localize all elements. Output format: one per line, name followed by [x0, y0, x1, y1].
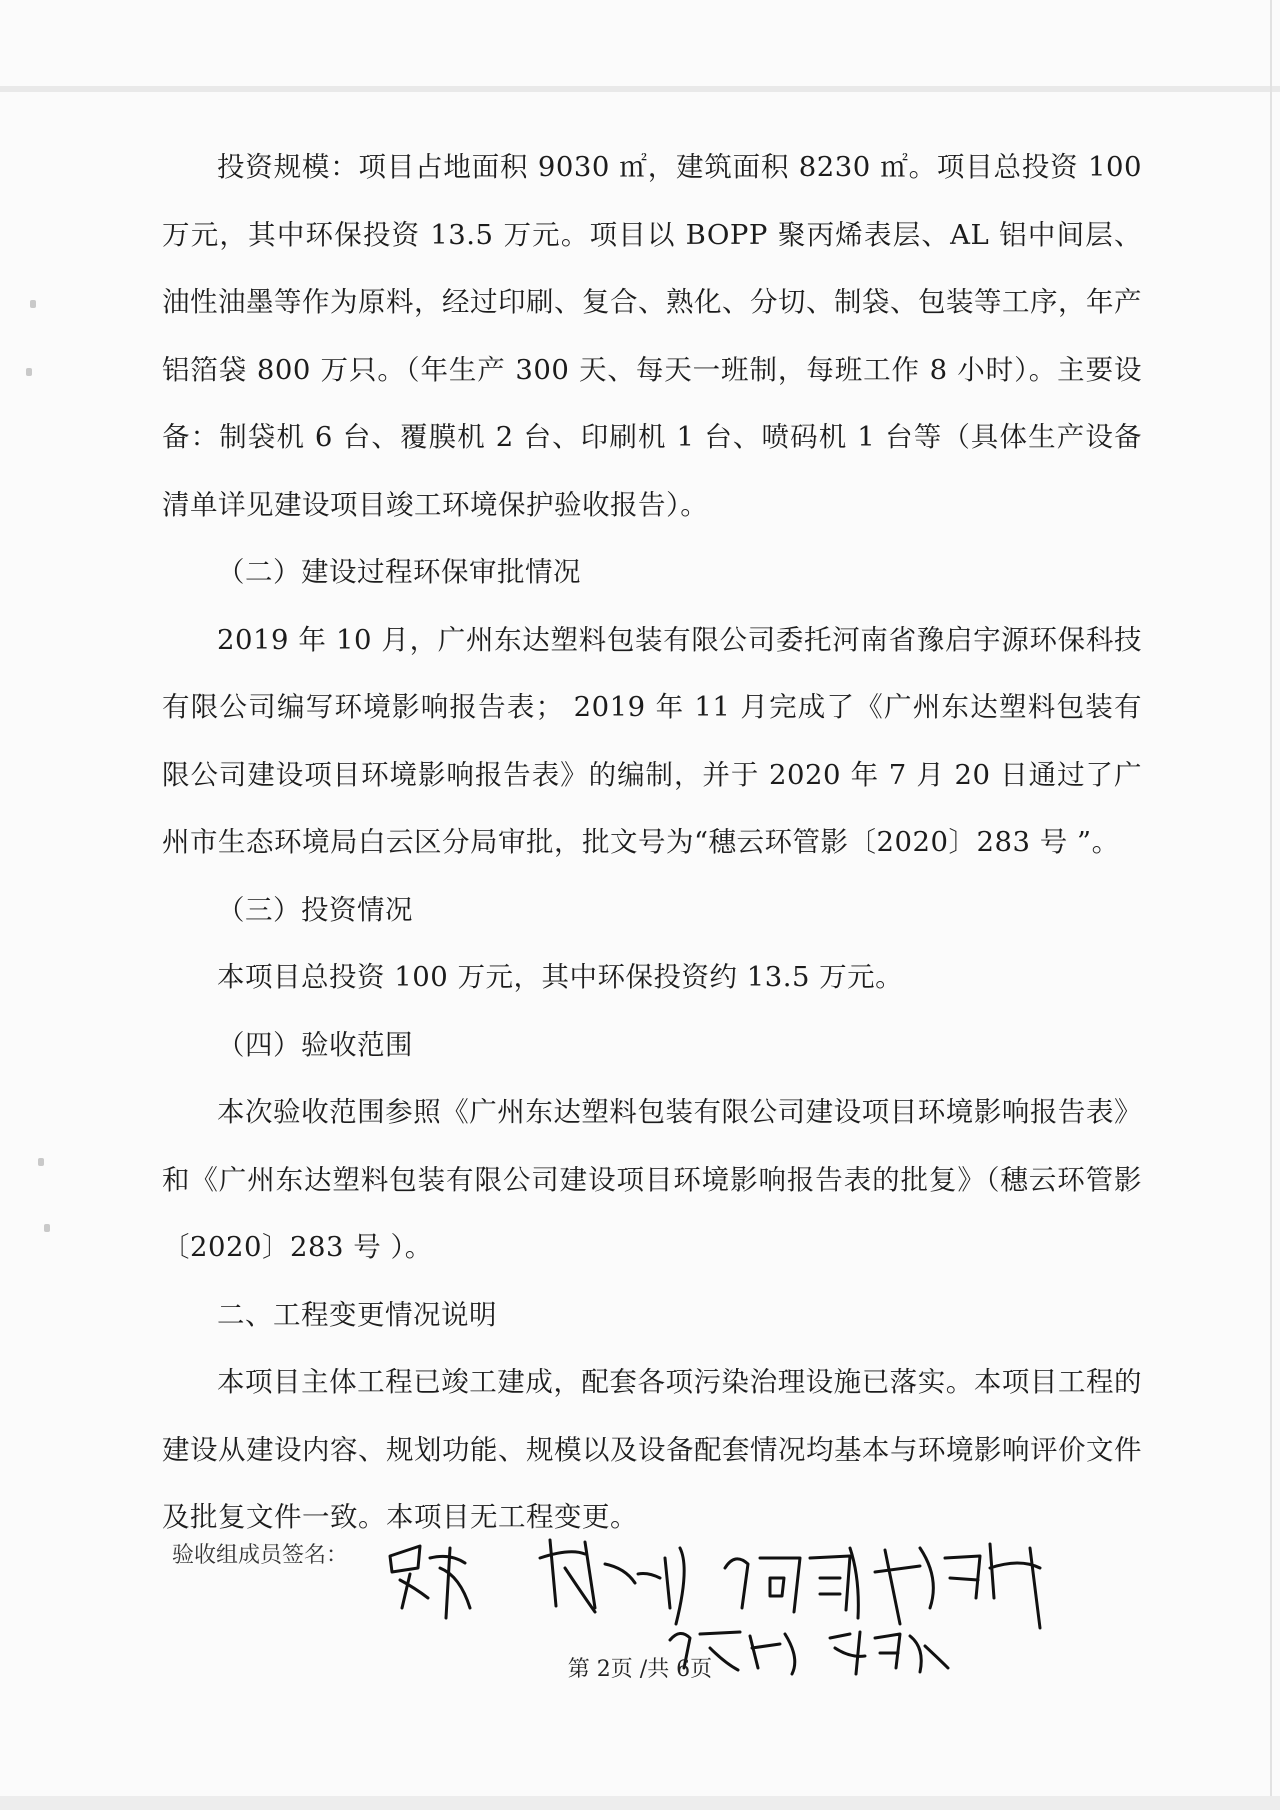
heading-approval: （二）建设过程环保审批情况	[217, 556, 581, 588]
scan-speck	[26, 368, 32, 376]
paragraph-investment: 本项目总投资 100 万元，其中环保投资约 13.5 万元。	[217, 961, 904, 993]
signature-stroke	[725, 1548, 858, 1618]
scan-speck	[38, 1158, 44, 1166]
page-footer: 第 2页 /共 6页	[567, 1657, 713, 1682]
heading-scope: （四）验收范围	[217, 1028, 413, 1061]
signature-stroke	[875, 1544, 1040, 1628]
signature-label: 验收组成员签名：	[172, 1543, 349, 1568]
paragraph-investment-scale: 投资规模：项目占地面积 9030 ㎡，建筑面积 8230 ㎡。项目总投资 100 万元，其中环保投资 13.5 万元。项目以 BOPP 聚丙烯表层、AL 铝中间层、油性油墨等作为原料，经过印刷、复合、熟化、分切、制袋、包装等工序，年产铝箔袋 800 万只。（年生产 300 天、每天一班制，每班工作 8 小时）。主要设备：制袋机 6 台、覆膜机 2 台、印刷机 1 台、喷码机 1 台等（具体生产设备清单详见建设项目竣工环境保护验收报告）。	[162, 151, 1142, 521]
scan-speck	[30, 300, 36, 308]
paragraph-approval: 2019 年 10 月，广州东达塑料包装有限公司委托河南省豫启宇源环保科技有限公司编写环境影响报告表； 2019 年 11 月完成了《广州东达塑料包装有限公司建设项目环境影响报告表》的编制，并于 2020 年 7 月 20 日通过了广州市生态环境局白云区分局审批，批文号为“穗云环管影〔2020〕283 号 ”。	[162, 623, 1142, 858]
signature-stroke	[540, 1540, 684, 1624]
scan-speck	[44, 1224, 50, 1232]
paragraph-changes: 本项目主体工程已竣工建成，配套各项污染治理设施已落实。本项目工程的建设从建设内容、规划功能、规模以及设备配套情况均基本与环境影响评价文件及批复文件一致。本项目无工程变更。	[162, 1366, 1142, 1533]
document-body	[162, 134, 1142, 1552]
scan-edge-bottom	[0, 1796, 1280, 1810]
signature-stroke	[390, 1546, 470, 1618]
paragraph-scope: 本次验收范围参照《广州东达塑料包装有限公司建设项目环境影响报告表》和《广州东达塑料包装有限公司建设项目环境影响报告表的批复》（穗云环管影〔2020〕283 号 ）。	[162, 1096, 1142, 1263]
scan-edge-top	[0, 86, 1280, 92]
heading-changes: 二、工程变更情况说明	[217, 1298, 497, 1331]
heading-investment: （三）投资情况	[217, 893, 413, 926]
scan-edge-right	[1270, 0, 1272, 1810]
